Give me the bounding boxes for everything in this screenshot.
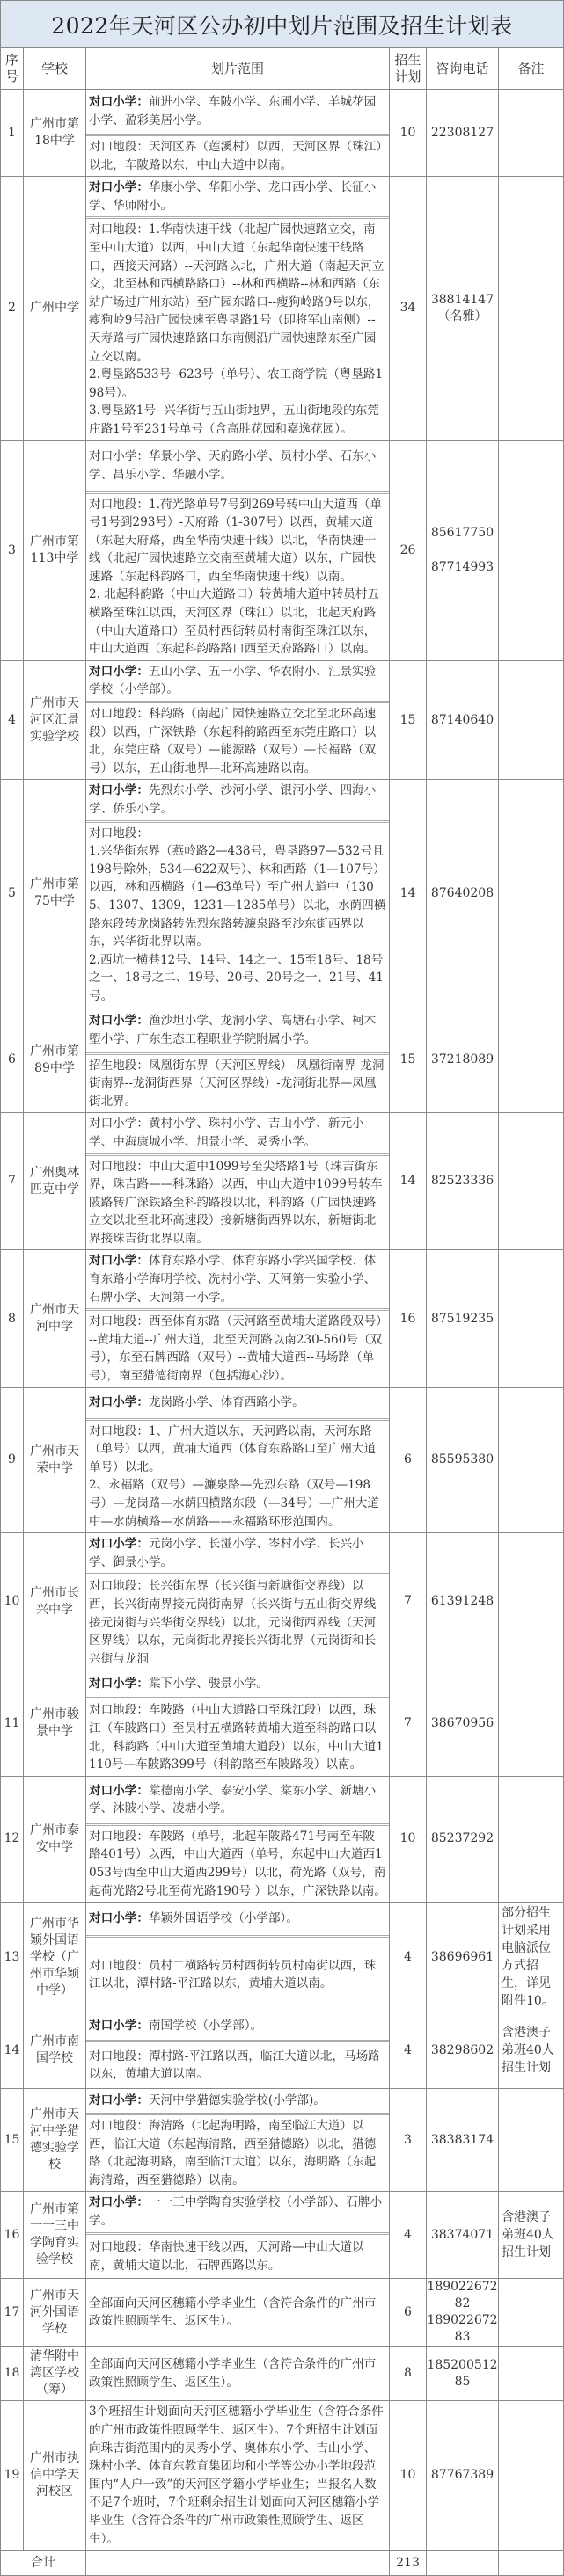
total-note-empty <box>499 2551 564 2575</box>
feeder-schools <box>86 90 389 134</box>
catchment-area <box>86 1697 389 1775</box>
range-label: 对口小学： <box>89 1395 149 1410</box>
range-label: 对口地段： <box>89 2119 149 2134</box>
enrollment-scope <box>86 2347 389 2400</box>
range-cell <box>86 1388 390 1533</box>
range-label: 对口地段： <box>89 140 149 154</box>
enrollment-scope <box>86 2279 389 2346</box>
phone-number: （名雅） <box>437 309 487 324</box>
note <box>499 1777 564 1902</box>
catchment-area <box>86 2232 389 2279</box>
phone-cell <box>427 1113 499 1249</box>
range-cell <box>86 780 390 1007</box>
phone-cell <box>427 2347 499 2400</box>
enrollment-plan: 34 <box>390 177 427 440</box>
range-cell <box>86 1670 390 1775</box>
feeder-schools <box>86 1113 389 1153</box>
enrollment-plan: 6 <box>390 1388 427 1533</box>
feeder-schools <box>86 1388 389 1418</box>
table-row <box>0 2192 564 2279</box>
table-row <box>0 90 564 177</box>
range-cell <box>86 1008 390 1113</box>
range-text: 潭村路-平江路以西，临江大道以北，马场路以东，黄埔大道以南。 <box>89 2048 380 2082</box>
catchment-area <box>86 1308 389 1386</box>
phone-number: 37218089 <box>430 1052 494 1067</box>
catchment-area <box>86 2113 389 2191</box>
range-label: 对口地段： <box>89 707 149 722</box>
note <box>499 177 564 440</box>
phone-number: 38696961 <box>430 1949 494 1964</box>
phone-cell <box>427 90 499 176</box>
phone-number: 87714993 <box>430 560 494 575</box>
range-cell <box>86 441 390 660</box>
range-text: 元岗小学、长湴小学、岑村小学、长兴小学、御景小学。 <box>89 1537 364 1569</box>
row-number: 2 <box>0 177 24 440</box>
range-label: 对口小学： <box>89 1254 149 1269</box>
range-cell <box>86 2347 390 2400</box>
row-number: 8 <box>0 1250 24 1386</box>
range-text: 1.华南快速干线（北起广园快速路立交，南至中山大道）以西，中山大道（东起华南快速干线路口，西接天河路）--天河路以北，广州大道（南起天河立交，北至林和西横路路口）--林和西横路--林和西路（东站广场过广州东站）至广园东路口--瘦狗岭路9号以东，瘦狗岭9号沿广园快速至粤垦路1号（即将军山南侧）--天寿路与广园快速路路口东南侧沿广园快速路东至广园立交以南。 2.粤垦路533号--623号（单号）、农工商学院（粤垦路198号）。 3.粤垦路1号--兴华街与五山街地界，五山街地段的东莞庄路1号至231号单号（含高胜花园和嘉逸花园）。 <box>89 222 385 436</box>
note: 含港澳子弟班40人招生计划 <box>499 2192 564 2278</box>
phone-number: 87140640 <box>430 712 494 727</box>
feeder-schools <box>86 2089 389 2113</box>
row-number: 16 <box>0 2192 24 2278</box>
school-name: 广州市天河中学猎德实验学校 <box>24 2089 86 2191</box>
table-row <box>0 2347 564 2401</box>
range-text: 华南快速干线以西，天河路—中山大道以南，黄埔大道以北，石牌西路以东。 <box>89 2239 364 2273</box>
note <box>499 2347 564 2400</box>
range-label: 对口小学： <box>89 1537 149 1552</box>
table-header <box>0 48 564 90</box>
catchment-area <box>86 1418 389 1533</box>
feeder-schools <box>86 441 389 491</box>
phone-cell <box>427 1670 499 1775</box>
enrollment-plan: 4 <box>390 1903 427 2012</box>
enrollment-plan: 7 <box>390 1533 427 1670</box>
row-number: 1 <box>0 90 24 176</box>
range-cell <box>86 2089 390 2191</box>
school-name: 广州市第75中学 <box>24 780 86 1007</box>
range-label: 对口地段： <box>89 1829 149 1844</box>
table-row <box>0 441 564 661</box>
enrollment-plan: 10 <box>390 2401 427 2550</box>
enrollment-plan: 3 <box>390 2089 427 2191</box>
enrollment-plan: 14 <box>390 780 427 1007</box>
range-text: 棠德南小学、泰安小学、棠东小学、新塘小学、沐陂小学、凌塘小学。 <box>89 1783 377 1816</box>
table-row <box>0 1113 564 1250</box>
feeder-schools <box>86 1903 389 1935</box>
total-label: 合计 <box>0 2551 86 2575</box>
note <box>499 661 564 780</box>
range-text: 全部面向天河区穗籍小学毕业生（含符合条件的广州市政策性照顾学生、返区生）。 <box>89 2357 377 2390</box>
table-row <box>0 1533 564 1670</box>
enrollment-plan: 15 <box>390 661 427 780</box>
phone-number: 87640208 <box>430 885 494 900</box>
range-label: 对口小学： <box>89 783 149 798</box>
catchment-area <box>86 1935 389 2012</box>
row-number: 12 <box>0 1777 24 1902</box>
phone-number: 38383174 <box>430 2132 494 2147</box>
range-label: 对口小学： <box>89 180 149 195</box>
enrollment-plan: 26 <box>390 441 427 660</box>
range-label: 对口地段： <box>89 2239 149 2254</box>
row-number: 3 <box>0 441 24 660</box>
enrollment-plan: 14 <box>390 1113 427 1249</box>
header-school: 学校 <box>24 48 86 89</box>
range-text: 科韵路（南起广园快速路立交北至北环高速段）以西，广深铁路（东起科韵路西至东莞庄路口）以北，东莞庄路（双号）—能源路（双号）—长福路（双号）以东，五山街地界—北环高速路以南。 <box>89 707 377 775</box>
row-number: 7 <box>0 1113 24 1249</box>
school-name: 广州市泰安中学 <box>24 1777 86 1902</box>
note <box>499 90 564 176</box>
school-name: 广州市骏景中学 <box>24 1670 86 1775</box>
range-text: 先烈东小学、沙河小学、银河小学、四海小学、侨乐小学。 <box>89 783 377 816</box>
phone-cell <box>427 661 499 780</box>
table-row <box>0 780 564 1008</box>
row-number: 11 <box>0 1670 24 1775</box>
catchment-area <box>86 1052 389 1113</box>
range-cell <box>86 90 390 176</box>
range-label: 对口地段： <box>89 1159 149 1174</box>
table-row <box>0 661 564 781</box>
phone-number: 38670956 <box>430 1715 494 1730</box>
note <box>499 1388 564 1533</box>
row-number: 10 <box>0 1533 24 1670</box>
table-row <box>0 2089 564 2192</box>
row-number: 9 <box>0 1388 24 1533</box>
range-text: 天河中学猎德实验学校(小学部)。 <box>148 2093 326 2108</box>
phone-cell <box>427 1777 499 1902</box>
range-cell <box>86 1113 390 1249</box>
table-row <box>0 2401 564 2551</box>
range-label: 对口地段： <box>89 1579 149 1594</box>
enrollment-plan: 16 <box>390 1250 427 1386</box>
phone-number: 61391248 <box>430 1594 494 1609</box>
feeder-schools <box>86 1533 389 1573</box>
feeder-schools <box>86 1777 389 1823</box>
range-text: 体育东路小学、体育东路小学兴国学校、体育东路小学海明学校、冼村小学、天河第一实验小学、石牌小学、天河第一小学。 <box>89 1254 377 1305</box>
note <box>499 1113 564 1249</box>
range-label: 对口地段： <box>89 826 149 840</box>
range-text: 南国学校（小学部）。 <box>148 2019 263 2034</box>
range-text: 海清路（北起海明路，南至临江大道）以西，临江大道（东起海清路，西至猎德路）以北，猎德路（北起海明路，南至临江大道）以东，海明路（东起海清路，西至猎德路）以南。 <box>89 2119 377 2187</box>
range-text: 车陂路（单号，北起车陂路471号南至车陂路401号）以西，中山大道西（单号，东起中山大道西1053号西至中山大道西299号）以北，荷光路（双号，南起荷光路2号北至荷光路190号 ）以东，广深铁路以南。 <box>89 1829 386 1898</box>
phone-cell <box>427 177 499 440</box>
range-label: 对口小学： <box>89 2019 149 2034</box>
catchment-area <box>86 820 389 1008</box>
range-text: 1、广州大道以东，天河路以南，天河东路（单号）以西，黄埔大道西（体育东路路口至广州大道单号）以北。 2、永福路（双号）—濂泉路—先烈东路（双号—198号）—龙岗路—水荫四横路东段（—34号）—广州大道中—水荫横路—水荫路——永福路环形范围内。 <box>89 1423 379 1529</box>
range-label: 对口小学： <box>89 1911 149 1926</box>
enrollment-plan: 6 <box>390 2279 427 2346</box>
school-name: 广州市天荣中学 <box>24 1388 86 1533</box>
phone-cell <box>427 780 499 1007</box>
phone-number: 85617750 <box>430 526 494 541</box>
enrollment-plan: 8 <box>390 2347 427 2400</box>
school-name: 广州市南国学校 <box>24 2012 86 2088</box>
phone-cell <box>427 2089 499 2191</box>
school-name: 广州市长兴中学 <box>24 1533 86 1670</box>
school-name: 广州中学 <box>24 177 86 440</box>
note <box>499 441 564 660</box>
row-number: 4 <box>0 661 24 780</box>
phone-number: 85595380 <box>430 1452 494 1467</box>
range-label: 对口地段： <box>89 1958 149 1973</box>
range-text: 3个班招生计划面向天河区穗籍小学毕业生（含符合条件的广州市政策性照顾学生、返区生）。7个班招生计划面向珠吉街范围内的灵秀小学、奥体东小学、吉山小学、珠村小学、体育东教育集团均和小学等公办小学地段范围内“人户一致”的天河区学籍小学毕业生；当报名人数不足7个班时，7个班剩余招生计划面向天河区穗籍小学毕业生（含符合条件的广州市政策性照顾学生、返区生）。 <box>89 2405 384 2546</box>
range-text: 华颖外国语学校（小学部）。 <box>148 1911 298 1926</box>
range-label: 对口小学： <box>89 95 149 110</box>
phone-number: 38814147 <box>430 292 494 307</box>
enrollment-plan: 10 <box>390 90 427 176</box>
school-name: 广州市执信中学天河校区 <box>24 2401 86 2550</box>
total-plan: 213 <box>390 2551 427 2575</box>
table-row <box>0 1903 564 2012</box>
phone-number: 22308127 <box>430 125 494 140</box>
row-number: 5 <box>0 780 24 1007</box>
range-label: 对口小学： <box>89 1013 149 1028</box>
phone-number: 38374071 <box>430 2227 494 2242</box>
range-label: 对口小学： <box>89 2195 149 2210</box>
note <box>499 780 564 1007</box>
feeder-schools <box>86 177 389 216</box>
header-note: 备注 <box>499 48 564 89</box>
catchment-area <box>86 701 389 779</box>
phone-cell <box>427 1008 499 1113</box>
range-cell <box>86 2279 390 2346</box>
enrollment-plan: 15 <box>390 1008 427 1113</box>
catchment-area <box>86 491 389 660</box>
table-row <box>0 2012 564 2089</box>
range-text: 全部面向天河区穗籍小学毕业生（含符合条件的广州市政策性照顾学生、返区生）。 <box>89 2296 377 2329</box>
phone-cell <box>427 2012 499 2088</box>
range-label: 对口地段： <box>89 1423 149 1438</box>
range-label: 对口小学： <box>89 664 149 679</box>
range-label: 对口地段： <box>89 222 149 237</box>
phone-cell <box>427 2279 499 2346</box>
range-cell <box>86 2012 390 2088</box>
range-label: 对口小学： <box>89 1117 149 1132</box>
range-text: 黄村小学、珠村小学、吉山小学、新元小学、中海康城小学、旭景小学、灵秀小学。 <box>89 1117 364 1149</box>
range-label: 对口小学： <box>89 1783 149 1798</box>
feeder-schools <box>86 1008 389 1052</box>
enrollment-plan: 7 <box>390 1670 427 1775</box>
row-number: 19 <box>0 2401 24 2550</box>
table-body <box>0 90 564 2551</box>
table-row <box>0 1250 564 1387</box>
total-range-empty <box>86 2551 390 2575</box>
school-name: 广州市第113中学 <box>24 441 86 660</box>
table-row <box>0 1670 564 1776</box>
range-label: 对口地段： <box>89 497 149 512</box>
range-text: 华景小学、天府路小学、员村小学、石东小学、昌乐小学、华融小学。 <box>89 449 377 482</box>
range-label: 对口地段： <box>89 2048 149 2063</box>
range-label: 对口小学： <box>89 449 149 464</box>
feeder-schools <box>86 661 389 701</box>
note <box>499 2279 564 2346</box>
phone-number: 38298602 <box>430 2042 494 2057</box>
enrollment-plan: 4 <box>390 2192 427 2278</box>
feeder-schools <box>86 780 389 819</box>
catchment-area <box>86 2040 389 2088</box>
feeder-schools <box>86 1250 389 1308</box>
range-cell <box>86 1777 390 1902</box>
enrollment-plan: 4 <box>390 2012 427 2088</box>
catchment-area <box>86 216 389 440</box>
table-row <box>0 1008 564 1114</box>
row-number: 14 <box>0 2012 24 2088</box>
note: 含港澳子弟班40人招生计划 <box>499 2012 564 2088</box>
row-number: 18 <box>0 2347 24 2400</box>
catchment-area <box>86 1153 389 1250</box>
range-text: 1.兴华街东界（燕岭路2—438号，粤垦路97—532号且198号除外，534—622双号）、林和西路（1—107号）以西，林和西横路（1—63单号）至广州大道中（1305、1307、1309，1231—1285单号）以北，水荫四横路东段转龙岗路转先烈东路转濂泉路至沙东街西界以东，兴华街北界以南。 2.西坑一横巷12号、14号、14之一、15至18号、18号之一、18号之二、19号、20号、20号之一、21号、41号。 <box>89 844 386 1003</box>
page-title: 2022年天河区公办初中划片范围及招生计划表 <box>0 0 564 48</box>
range-label: 对口小学： <box>89 2093 149 2108</box>
note <box>499 1670 564 1775</box>
range-label: 对口小学： <box>89 1677 149 1692</box>
range-cell <box>86 661 390 780</box>
phone-cell <box>427 1903 499 2012</box>
note <box>499 2089 564 2191</box>
total-row <box>0 2551 564 2576</box>
range-text: 五山小学、五一小学、华农附小、汇景实验学校（小学部）。 <box>89 664 377 697</box>
enrollment-plan: 10 <box>390 1777 427 1902</box>
total-phone-empty <box>427 2551 499 2575</box>
note <box>499 1008 564 1113</box>
phone-number: 87519235 <box>430 1311 494 1326</box>
table-row <box>0 2279 564 2347</box>
phone-cell <box>427 441 499 660</box>
row-number: 6 <box>0 1008 24 1113</box>
header-range: 划片范围 <box>86 48 390 89</box>
range-text: 一一三中学陶育实验学校（小学部）、石牌小学。 <box>89 2195 383 2229</box>
row-number: 17 <box>0 2279 24 2346</box>
feeder-schools <box>86 2192 389 2231</box>
range-text: 天河区界（莲溪村）以西，天河区界（珠江）以北，车陂路以东，中山大道中以南。 <box>89 140 383 172</box>
feeder-schools <box>86 2012 389 2040</box>
row-number: 15 <box>0 2089 24 2191</box>
range-label: 对口地段： <box>89 1703 149 1718</box>
table-row <box>0 1777 564 1903</box>
feeder-schools <box>86 1670 389 1697</box>
phone-number: 18902267283 <box>427 2313 498 2345</box>
range-text: 车陂路（中山大道路口至珠江段）以西，珠江（车陂路口）至员村五横路转黄埔大道至科韵路口以北，科韵路（中山大道至黄埔大道段）以东，中山大道1110号—车陂路399号（科韵路至车陂路段）以南。 <box>89 1703 384 1772</box>
school-name: 广州奥林匹克中学 <box>24 1113 86 1249</box>
school-name: 广州市第18中学 <box>24 90 86 176</box>
catchment-area <box>86 1573 389 1670</box>
range-text: 棠下小学、骏景小学。 <box>148 1677 268 1692</box>
range-cell <box>86 2401 390 2550</box>
enrollment-scope <box>86 2401 389 2550</box>
range-text: 凤凰街东界（天河区界线）-凤凰街南界-龙洞街南界--龙洞街西界（天河区界线）-龙洞街北界—凤凰街北界。 <box>89 1058 385 1109</box>
phone-cell <box>427 2401 499 2550</box>
range-cell <box>86 1250 390 1386</box>
school-name: 广州市第一一三中学陶育实验学校 <box>24 2192 86 2278</box>
range-cell <box>86 2192 390 2278</box>
table-row <box>0 177 564 440</box>
note <box>499 1250 564 1386</box>
range-text: 前进小学、车陂小学、东圃小学、羊城花园小学、盈彩美居小学。 <box>89 95 377 127</box>
range-text: 渔沙坦小学、龙洞小学、高塘石小学、柯木塱小学、广东生态工程职业学院附属小学。 <box>89 1013 377 1046</box>
school-name: 广州市天河外国语学校 <box>24 2279 86 2346</box>
phone-cell <box>427 1250 499 1386</box>
phone-number: 82523336 <box>430 1174 494 1189</box>
range-text: 长兴街东界（长兴街与新塘街交界线）以西，长兴街南界接元岗街南界（长兴街与五山街交界线接元岗街与兴华街交界线）以北，元岗街西界线（天河区界线）以东，元岗街北界接长兴街北界（元岗街和长兴街与龙洞 <box>89 1579 377 1666</box>
phone-cell <box>427 1388 499 1533</box>
phone-number: 18520051285 <box>427 2357 498 2389</box>
phone-cell <box>427 2192 499 2278</box>
phone-number: 85237292 <box>430 1831 494 1846</box>
range-cell <box>86 177 390 440</box>
range-text: 中山大道中1099号至尖塔路1号（珠吉街东界，珠吉路——科珠路）以西，中山大道中1099号转车陂路转广深铁路至科韵路段以北，科韵路（广园快速路立交以北至北环高速段）接新塘街西界以东，新塘街北界接珠吉街北界以南。 <box>89 1159 383 1246</box>
range-cell <box>86 1903 390 2012</box>
phone-number: 87767389 <box>430 2468 494 2483</box>
phone-number: 18902267282 <box>427 2280 498 2311</box>
header-no: 序号 <box>0 48 24 89</box>
note <box>499 2401 564 2550</box>
range-label: 招生地段： <box>89 1058 149 1073</box>
school-name: 广州市天河区汇景实验学校 <box>24 661 86 780</box>
note: 部分招生计划采用电脑派位方式招生，详见附件10。 <box>499 1903 564 2012</box>
range-text: 龙岗路小学、体育西路小学。 <box>148 1395 304 1410</box>
range-cell <box>86 1533 390 1670</box>
catchment-area <box>86 134 389 176</box>
school-name: 广州市天河中学 <box>24 1250 86 1386</box>
range-label: 对口地段： <box>89 1314 149 1329</box>
catchment-area <box>86 1823 389 1902</box>
range-text: 西至体育东路（天河路至黄埔大道路段双号）--黄埔大道--广州大道，北至天河路以南230-560号（双号），东至石牌西路（双号）--黄埔大道西--马场路（单号），南至猎德街南界（包括海心沙）。 <box>89 1314 383 1384</box>
school-name: 清华附中湾区学校（筹） <box>24 2347 86 2400</box>
row-number: 13 <box>0 1903 24 2012</box>
range-text: 华康小学、华阳小学、龙口西小学、长征小学、华师附小。 <box>89 180 377 213</box>
note <box>499 1533 564 1670</box>
range-text: 1.荷光路单号7号到269号转中山大道西（单号1号到293号）-天府路（1-307号）以西，黄埔大道（东起天府路，西至华南快速干线）以北，华南快速干线（北起广园快速路立交南至黄埔大道）以东，广园快速路（东起科韵路口，西至华南快速干线）以南。 2. 北起科韵路（中山大道路口）转黄埔大道中转员村五横路至珠江以西，天河区界（珠江）以北，北起天府路（中山大道路口）至员村西街转员村南街至珠江以东，中山大道西（东起科韵路路口西至天府路路口）以南。 <box>89 497 383 657</box>
table-row <box>0 1388 564 1534</box>
header-plan: 招生计划 <box>390 48 427 89</box>
school-name: 广州市第89中学 <box>24 1008 86 1113</box>
school-name: 广州市华颖外国语学校（广州市华颖中学） <box>24 1903 86 2012</box>
range-text: 员村二横路转员村西街转员村南街以西，珠江以北，潭村路-平江路以东，黄埔大道以南。 <box>89 1958 377 1991</box>
header-phone: 咨询电话 <box>427 48 499 89</box>
phone-cell <box>427 1533 499 1670</box>
